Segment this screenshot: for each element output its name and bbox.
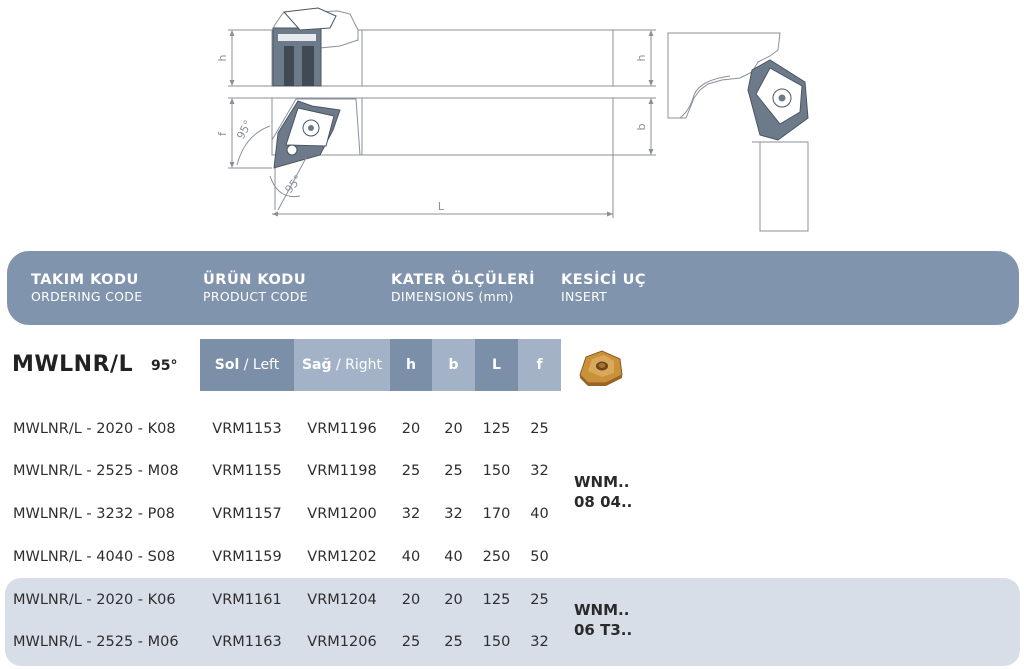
label-angle-2: 95° [282,172,305,196]
subheader-L: L [475,339,518,391]
table-row: MWLNR/L - 2020 - K08 VRM1153 VRM1196 20 20 125 25 [13,421,549,437]
header-dimensions: KATER ÖLÇÜLERİ DIMENSIONS (mm) [391,272,536,304]
label-h-left: h [216,54,229,62]
header-ordering-code: TAKIM KODU ORDERING CODE [31,272,143,304]
insert-image [576,345,626,387]
subheader-h: h [390,339,432,391]
label-b: b [635,123,648,131]
label-L: L [437,200,445,213]
subheader-left: Sol / Left [200,339,294,391]
insert-label-group-1: WNM.. 08 04.. [574,473,633,511]
dimension-h-left [228,30,272,86]
product-title: MWLNR/L [12,352,134,377]
subheader-b: b [432,339,475,391]
header-product-code: ÜRÜN KODU PRODUCT CODE [203,272,308,304]
header-insert: KESİCİ UÇ INSERT [561,272,646,304]
label-f: f [216,132,229,136]
plan-view [272,98,613,168]
table-row: MWLNR/L - 2525 - M08 VRM1155 VRM1198 25 25 150 32 [13,463,549,479]
subheader-f: f [518,339,561,391]
subheader-right: Sağ / Right [294,339,390,391]
table-header-band [7,251,1019,325]
insert-label-group-2: WNM.. 06 T3.. [574,601,633,639]
table-row: MWLNR/L - 4040 - S08 VRM1159 VRM1202 40 40 250 50 [13,549,549,565]
end-view [668,33,808,231]
side-view [272,8,613,86]
tool-technical-drawing [0,0,1024,245]
table-row: MWLNR/L - 2525 - M06 VRM1163 VRM1206 25 25 150 32 [13,634,549,650]
product-angle: 95° [151,358,178,374]
table-row: MWLNR/L - 2020 - K06 VRM1161 VRM1204 20 20 125 25 [13,592,549,608]
label-angle-1: 95° [234,118,255,142]
table-row: MWLNR/L - 3232 - P08 VRM1157 VRM1200 32 32 170 40 [13,506,549,522]
label-h-right: h [635,54,648,62]
